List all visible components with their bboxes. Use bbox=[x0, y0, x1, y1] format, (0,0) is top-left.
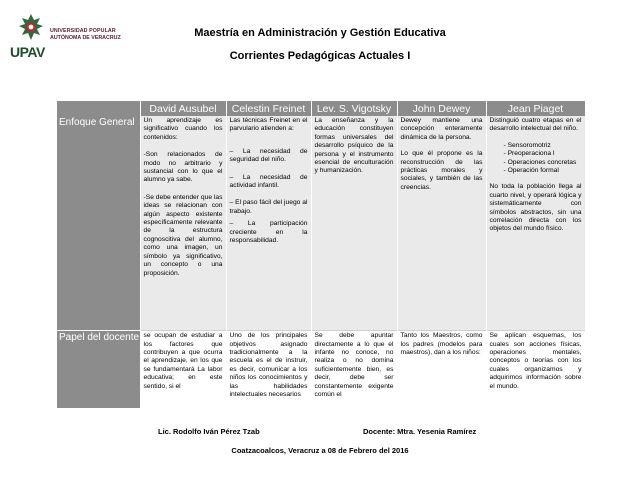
page-subtitle: Corrientes Pedagógicas Actuales I bbox=[229, 50, 411, 62]
table-row-enfoque-general bbox=[57, 116, 585, 331]
table-corner bbox=[57, 101, 140, 116]
column-header-ausubel: David Ausubel bbox=[140, 101, 226, 116]
cell-text: Lo que él propone es la reconstrucción de las prácticas morales y sociales, y también de las creencias. bbox=[400, 150, 483, 191]
institution-line-1: UNIVERSIDAD POPULAR bbox=[50, 28, 116, 34]
comparison-table bbox=[57, 101, 586, 408]
row-header-papel-docente: Papel del docente bbox=[57, 331, 140, 408]
cell-freinet-docente bbox=[226, 331, 311, 408]
row-header-enfoque-general: Enfoque General bbox=[57, 116, 140, 331]
cell-text: Distinguió cuatro etapas en el desarrollo intelectual del niño. bbox=[489, 117, 582, 133]
cell-piaget-docente bbox=[486, 331, 585, 408]
cell-vigotsky-docente bbox=[311, 331, 397, 408]
cell-freinet-enfoque bbox=[226, 116, 311, 331]
column-header-vigotsky: Lev. S. Vigotsky bbox=[311, 101, 397, 116]
table-row-papel-docente bbox=[57, 331, 585, 408]
stage-item: - Preoperaciona l bbox=[503, 150, 555, 158]
column-header-piaget: Jean Piaget bbox=[486, 101, 585, 116]
cell-text: se ocupan de estudiar a los factores que contribuyen a que ocurra el aprendizaje, en los que se fundamentará La labor educativa; en este sentido, si el bbox=[143, 332, 223, 390]
cell-text: No toda la población llega al cuarto nivel, y operará lógica y sistemáticamente con símbolos abstractos, sin una correlación directa con los objetos del mundo físico. bbox=[489, 183, 582, 233]
cell-text: – La participación creciente en la responsabilidad. bbox=[229, 220, 308, 245]
cell-text: Dewey mantiene una concepción enteramente dinámica de la persona. bbox=[400, 117, 483, 141]
cell-vigotsky-enfoque bbox=[311, 116, 397, 331]
institution-line-2: AUTÓNOMA DE VERACRUZ bbox=[50, 35, 121, 41]
cell-text: Tanto los Maestros, como los padres (modelos para maestros), dan a los niños: bbox=[400, 332, 483, 356]
cell-text: Se debe apuntar directamente a lo que el infante no conoce, no realiza o no domina suficientemente bien, es decir, debe ser constantemente exigente común el bbox=[314, 332, 394, 398]
place-date: Coatzacoalcos, Veracruz a 08 de Febrero del 2016 bbox=[231, 446, 409, 455]
student-name: Lic. Rodolfo Iván Pérez Tzab bbox=[158, 427, 260, 436]
cell-dewey-docente bbox=[397, 331, 486, 408]
cell-text: Un aprendizaje es significativo cuando los contenidos: bbox=[143, 117, 223, 141]
cell-text: – El paso fácil del juego al trabajo. bbox=[229, 199, 308, 215]
cell-ausubel-enfoque bbox=[140, 116, 226, 331]
cell-text: La enseñanza y la educación constituyen formas universales del desarrollo psíquico de la persona y el instrumento esencial de enculturación y humanización. bbox=[314, 117, 394, 175]
cell-text: Uno de los principales objetivos asignado tradicionalmente a la escuela es el de instruir, es decir, comunicar a los niños los conocimientos y las habilidades intelectuales necesarios bbox=[229, 332, 308, 398]
cell-dewey-enfoque bbox=[397, 116, 486, 331]
cell-text: – La necesidad de seguridad del niño. bbox=[229, 147, 308, 164]
cell-text: -Se debe entender que las ideas se relacionan con algún aspecto existente específicamente relevante de la estructura cognoscitiva del alumno, como una imagen, un símbolo ya significativo, un concepto o una proposición. bbox=[143, 193, 223, 277]
cell-text: Las técnicas Freinet en el parvulario atienden a: bbox=[229, 117, 308, 133]
cell-text: -Son relacionados de modo no arbitrario y sustancial con lo que el alumno ya sabe. bbox=[143, 151, 223, 184]
stage-item: - Operaciones concretas bbox=[503, 158, 577, 166]
stage-item: - Sensoromotriz bbox=[503, 141, 551, 149]
table-header-row bbox=[57, 101, 585, 116]
page-title: Maestría en Administración y Gestión Educativa bbox=[194, 27, 446, 39]
cell-ausubel-docente bbox=[140, 331, 226, 408]
brand-name: UPAV bbox=[10, 44, 45, 60]
teacher-name: Docente: Mtra. Yesenia Ramírez bbox=[363, 427, 477, 436]
cell-piaget-enfoque bbox=[486, 116, 585, 331]
column-header-freinet: Celestin Freinet bbox=[226, 101, 311, 116]
column-header-dewey: John Dewey bbox=[397, 101, 486, 116]
stage-item: - Operación formal bbox=[503, 167, 559, 175]
cell-text: – La necesidad de actividad infantil. bbox=[229, 173, 308, 190]
cell-text: Se aplican esquemas, los cuales son acciones físicas, operaciones mentales, conceptos o teorías con los cuales organizamos y adquirimos información sobre el mundo. bbox=[489, 332, 582, 390]
